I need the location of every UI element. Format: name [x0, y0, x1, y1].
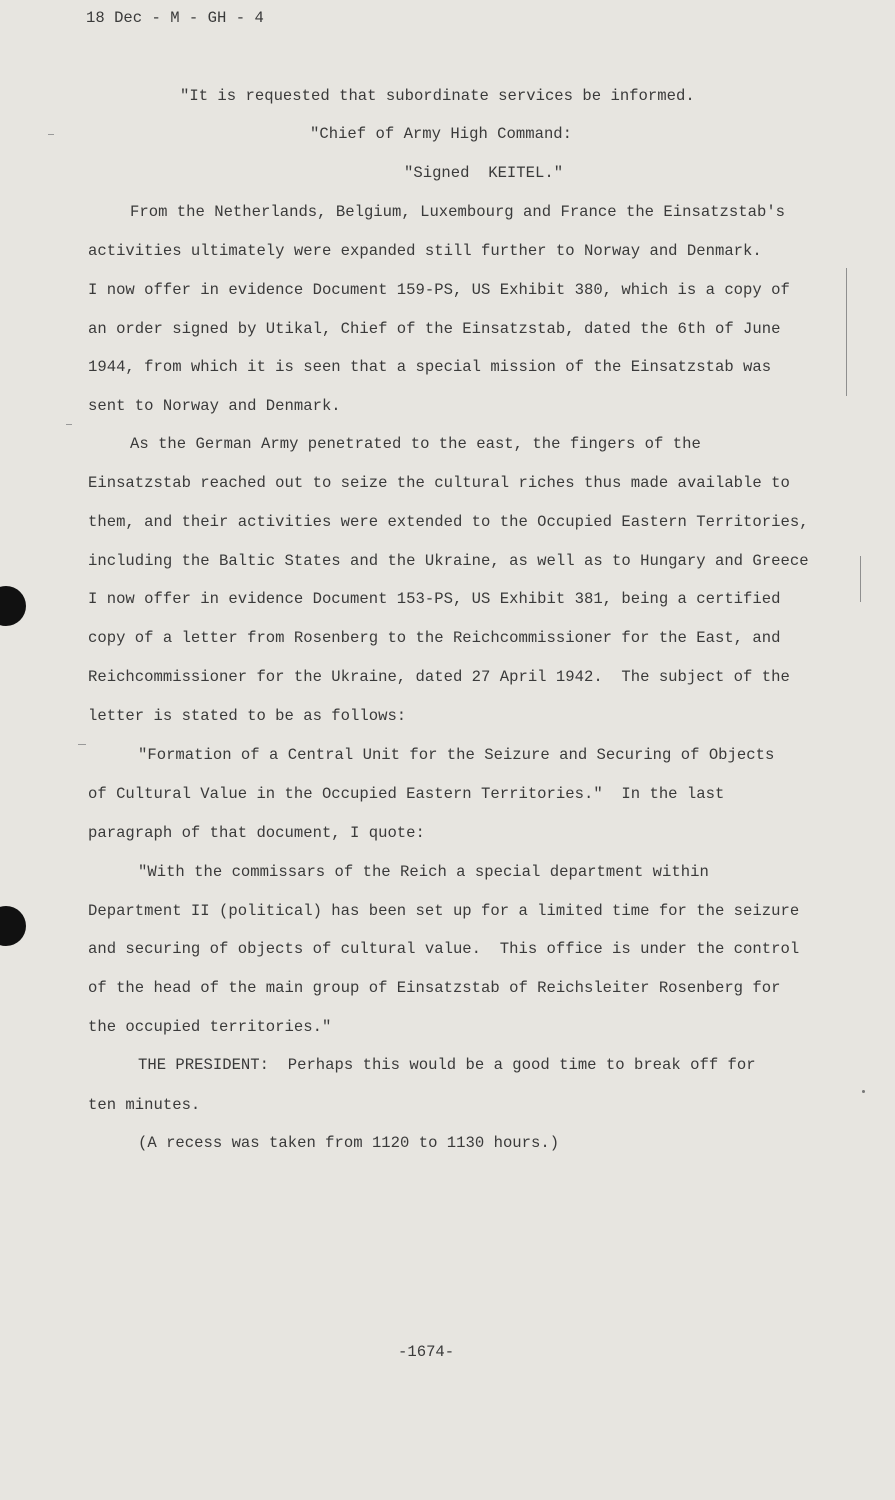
margin-mark [846, 268, 847, 396]
text-line: and securing of objects of cultural value. This office is under the control [88, 940, 800, 958]
text-line: From the Netherlands, Belgium, Luxembourg and France the Einsatzstab's [130, 203, 786, 221]
text-line: copy of a letter from Rosenberg to the Reichcommissioner for the East, and [88, 629, 781, 647]
text-line: 1944, from which it is seen that a special mission of the Einsatzstab was [88, 358, 772, 376]
text-line: THE PRESIDENT: Perhaps this would be a good time to break off for [138, 1056, 756, 1074]
text-line: letter is stated to be as follows: [88, 707, 407, 725]
text-line: "Formation of a Central Unit for the Seizure and Securing of Objects [138, 746, 775, 764]
text-line: (A recess was taken from 1120 to 1130 hours.) [138, 1134, 560, 1152]
text-line: As the German Army penetrated to the east, the fingers of the [130, 435, 701, 453]
text-line: of the head of the main group of Einsatzstab of Reichsleiter Rosenberg for [88, 979, 781, 997]
text-line: sent to Norway and Denmark. [88, 397, 341, 415]
text-line: Reichcommissioner for the Ukraine, dated 27 April 1942. The subject of the [88, 668, 790, 686]
text-line: the occupied territories." [88, 1018, 332, 1036]
page-number: -1674- [398, 1343, 455, 1361]
text-line: paragraph of that document, I quote: [88, 824, 425, 842]
text-line: including the Baltic States and the Ukraine, as well as to Hungary and Greece [88, 552, 809, 570]
text-line: "With the commissars of the Reich a special department within [138, 863, 709, 881]
quote-line: "It is requested that subordinate services be informed. [180, 87, 695, 105]
text-line: Einsatzstab reached out to seize the cultural riches thus made available to [88, 474, 790, 492]
text-line: I now offer in evidence Document 153-PS, US Exhibit 381, being a certified [88, 590, 781, 608]
text-line: them, and their activities were extended to the Occupied Eastern Territories, [88, 513, 809, 531]
text-line: Department II (political) has been set up for a limited time for the seizure [88, 902, 800, 920]
margin-dash [48, 134, 54, 135]
punch-hole [0, 586, 26, 626]
page-header: 18 Dec - M - GH - 4 [86, 9, 264, 27]
quote-line: "Chief of Army High Command: [310, 125, 573, 143]
text-line: an order signed by Utikal, Chief of the Einsatzstab, dated the 6th of June [88, 320, 781, 338]
text-line: ten minutes. [88, 1096, 201, 1114]
margin-mark [860, 556, 861, 602]
margin-dash [66, 424, 72, 425]
text-line: activities ultimately were expanded still further to Norway and Denmark. [88, 242, 762, 260]
text-line: of Cultural Value in the Occupied Eastern Territories." In the last [88, 785, 725, 803]
quote-line: "Signed KEITEL." [404, 164, 564, 182]
text-line: I now offer in evidence Document 159-PS, US Exhibit 380, which is a copy of [88, 281, 790, 299]
ink-speck [862, 1090, 865, 1093]
punch-hole [0, 906, 26, 946]
margin-dash [78, 744, 86, 745]
